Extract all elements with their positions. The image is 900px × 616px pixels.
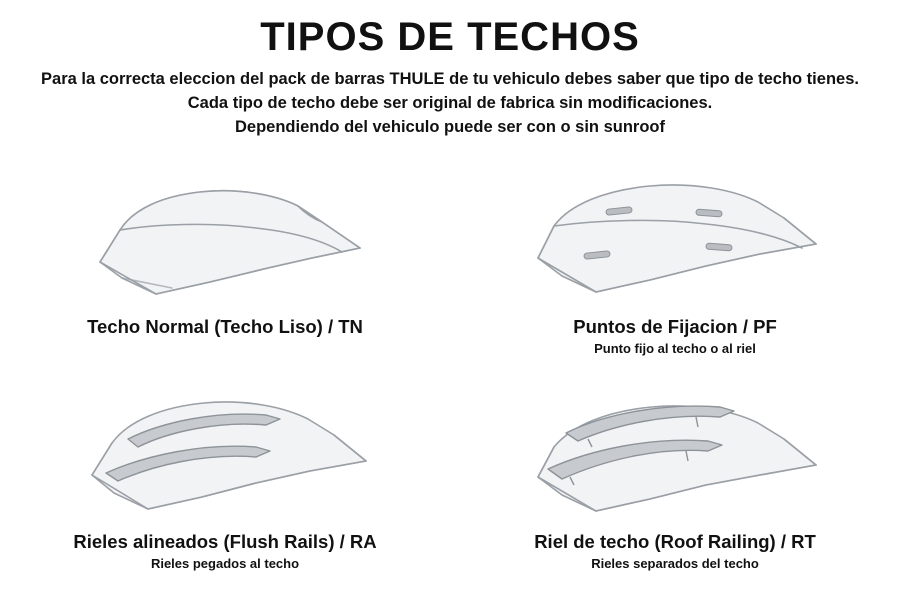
roof-type-card-tn [0,166,450,381]
roof-type-caption-tn: Techo Normal (Techo Liso) / TN [87,316,363,337]
car-roof-raised-railing-icon [510,381,840,529]
intro-line-3: Dependiendo del vehiculo puede ser con o sin sunroof [235,117,665,136]
car-roof-fixpoint-icon [510,166,840,314]
car-roof-plain-illustration [0,166,450,314]
roof-type-subcaption-ra: Rieles pegados al techo [150,556,300,572]
car-roof-raised-railing-illustration [450,381,900,529]
intro-line-2: Cada tipo de techo debe ser original de fabrica sin modificaciones. [187,93,713,112]
intro-line-1: Para la correcta eleccion del pack de barras THULE de tu vehiculo debes saber que tipo de techo tienes. [41,70,859,88]
car-roof-flush-rails-icon [60,381,390,529]
roof-type-subcaption-rt: Rieles separados del techo [591,556,759,572]
fixpoint-front-right [696,209,722,217]
roof-type-card-pf [450,166,900,381]
page-title: TIPOS DE TECHOS [260,15,640,59]
roof-types-grid [0,166,900,606]
car-roof-flush-rails-illustration [0,381,450,529]
roof-type-card-ra [0,381,450,596]
fixpoint-rear-right [706,243,732,251]
intro-text [0,68,900,140]
roof-type-card-rt [450,381,900,596]
roof-type-subcaption-pf: Punto fijo al techo o al riel [594,341,756,357]
roof-type-caption-pf: Puntos de Fijacion / PF [573,316,777,337]
roof-type-caption-ra: Rieles alineados (Flush Rails) / RA [73,531,377,552]
roof-type-caption-rt: Riel de techo (Roof Railing) / RT [534,531,816,552]
car-roof-fixpoint-illustration [450,166,900,314]
car-roof-plain-icon [60,166,390,314]
poster-root [0,16,900,616]
